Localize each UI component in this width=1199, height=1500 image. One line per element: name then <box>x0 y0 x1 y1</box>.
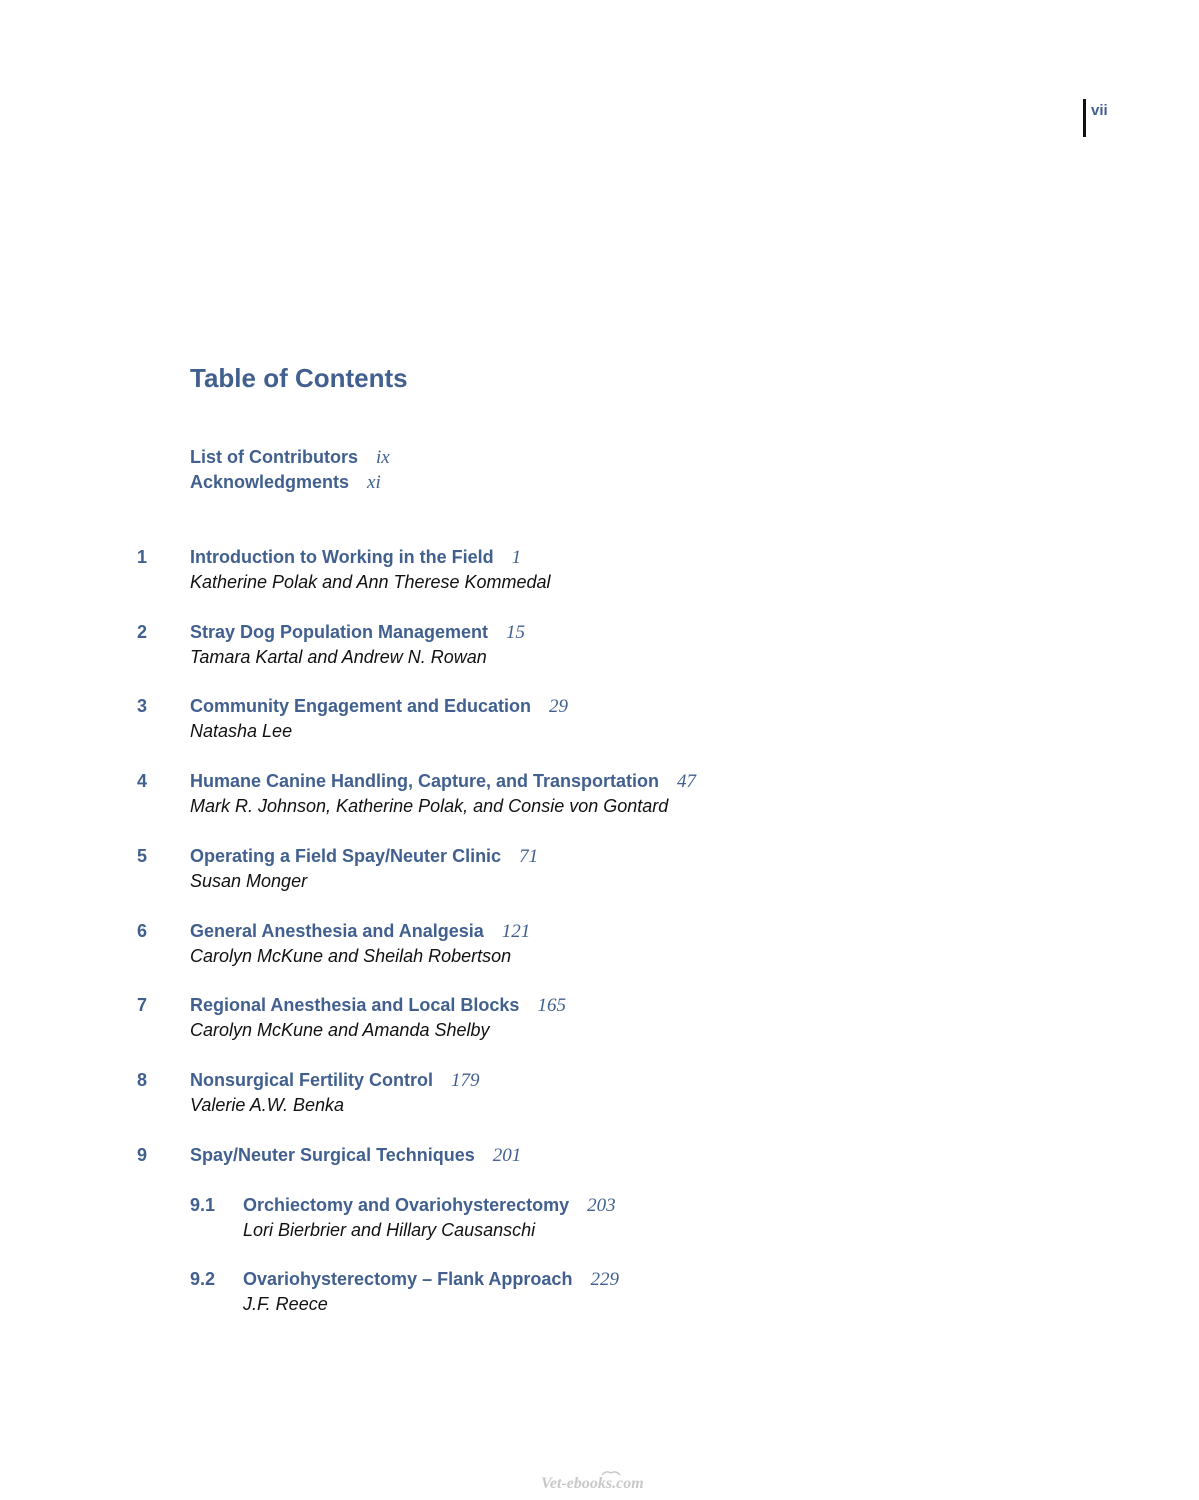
chapter-authors: Valerie A.W. Benka <box>190 1095 345 1115</box>
page-title: Table of Contents <box>190 363 408 393</box>
front-matter-item-acknowledgments[interactable] <box>190 470 390 495</box>
chapter-title[interactable]: Community Engagement and Education <box>190 696 532 716</box>
front-matter-title[interactable]: List of Contributors <box>190 447 358 467</box>
chapter-title[interactable]: Nonsurgical Fertility Control <box>190 1070 434 1090</box>
chapter-number: 2 <box>137 622 148 642</box>
chapter-authors: Katherine Polak and Ann Therese Kommedal <box>190 572 551 592</box>
front-matter-list <box>190 445 390 495</box>
subchapter-title[interactable]: Ovariohysterectomy – Flank Approach <box>243 1269 573 1289</box>
chapter-number: 5 <box>137 846 148 866</box>
chapter-number: 7 <box>137 995 148 1015</box>
chapter-title[interactable]: General Anesthesia and Analgesia <box>190 921 484 941</box>
front-matter-page: ix <box>375 447 390 468</box>
chapter-authors: Mark R. Johnson, Katherine Polak, and Consie von Gontard <box>190 796 669 816</box>
chapter-authors: Carolyn McKune and Sheilah Robertson <box>190 946 512 966</box>
subchapter-page: 203 <box>587 1195 616 1216</box>
subchapter-authors: Lori Bierbrier and Hillary Causanschi <box>243 1220 536 1240</box>
chapter-title[interactable]: Operating a Field Spay/Neuter Clinic <box>190 846 502 866</box>
chapter-number: 3 <box>137 696 148 716</box>
chapter-number: 9 <box>137 1145 148 1165</box>
watermark-logo <box>540 1469 662 1493</box>
chapter-page: 15 <box>506 622 526 643</box>
subchapter-number: 9.2 <box>190 1269 216 1289</box>
subchapter-number: 9.1 <box>190 1195 216 1215</box>
chapter-number: 6 <box>137 921 148 941</box>
page-number-rule <box>1083 99 1086 137</box>
chapter-authors: Tamara Kartal and Andrew N. Rowan <box>190 647 487 667</box>
chapter-authors: Susan Monger <box>190 871 308 891</box>
chapter-title[interactable]: Introduction to Working in the Field <box>190 547 494 567</box>
chapter-title[interactable]: Stray Dog Population Management <box>190 622 489 642</box>
chapter-page: 29 <box>549 696 569 717</box>
chapter-page: 71 <box>519 846 539 867</box>
front-matter-page: xi <box>367 472 381 493</box>
chapter-authors: Natasha Lee <box>190 721 293 741</box>
chapter-page: 121 <box>501 921 531 942</box>
chapter-page: 47 <box>677 771 697 792</box>
chapter-page: 201 <box>492 1145 522 1166</box>
chapter-title[interactable]: Humane Canine Handling, Capture, and Transportation <box>190 771 660 791</box>
chapter-page: 165 <box>537 995 566 1016</box>
chapter-page: 1 <box>511 547 522 568</box>
chapter-authors: Carolyn McKune and Amanda Shelby <box>190 1020 490 1040</box>
subchapter-title[interactable]: Orchiectomy and Ovariohysterectomy <box>243 1195 570 1215</box>
chapter-number: 4 <box>137 771 148 791</box>
chapter-page: 179 <box>451 1070 480 1091</box>
chapter-title[interactable]: Regional Anesthesia and Local Blocks <box>190 995 520 1015</box>
chapter-number: 1 <box>137 547 148 567</box>
front-matter-item-contributors[interactable] <box>190 445 390 470</box>
subchapter-page: 229 <box>590 1269 619 1290</box>
chapter-title[interactable]: Spay/Neuter Surgical Techniques <box>190 1145 475 1165</box>
chapter-number: 8 <box>137 1070 148 1090</box>
subchapter-authors: J.F. Reece <box>243 1294 328 1314</box>
front-matter-title[interactable]: Acknowledgments <box>190 472 350 492</box>
page-number: vii <box>1091 102 1108 119</box>
watermark-text: Vet-ebooks.com <box>541 1475 644 1492</box>
